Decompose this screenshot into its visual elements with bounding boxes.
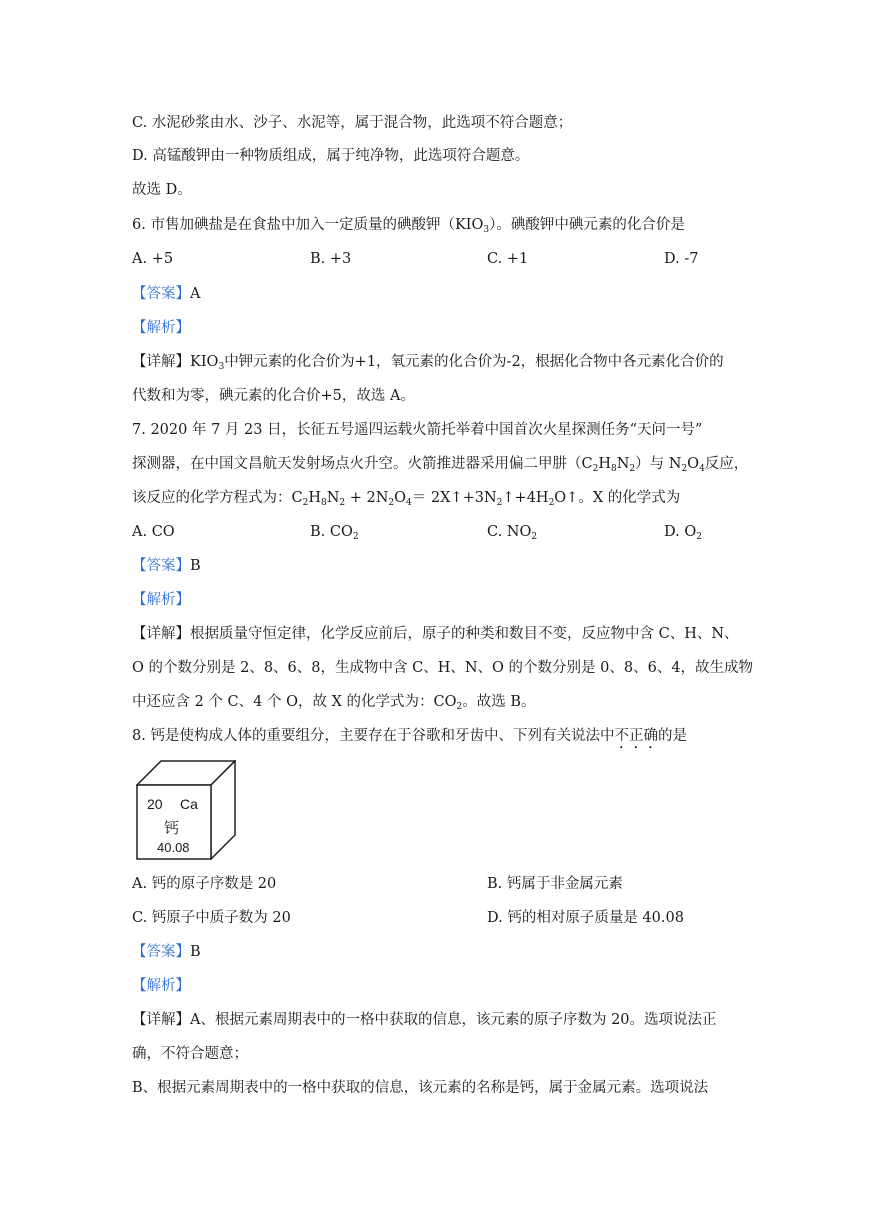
- q7-option-c: C. $NO_2$: [487, 524, 538, 542]
- q6-option-d: D. -7: [664, 251, 699, 267]
- q8-option-b: B. 钙属于非金属元素: [487, 876, 623, 892]
- prev-conclusion: 故选 D。: [132, 182, 192, 198]
- element-symbol: Ca: [180, 796, 198, 812]
- q7-answer: 【答案】B: [132, 558, 201, 574]
- q8-detail-line3: B、根据元素周期表中的一格中获取的信息，该元素的名称是钙，属于金属元素。选项说法: [132, 1080, 709, 1096]
- q7-detail-line2: O 的个数分别是 2、8、6、8，生成物中含 C、H、N、O 的个数分别是 0、8、6、4，故生成物: [132, 660, 754, 676]
- q6-option-c: C. +1: [487, 251, 529, 267]
- q7-detail-line1: 【详解】根据质量守恒定律，化学反应前后，原子的种类和数目不变，反应物中含 C、H、N、: [132, 626, 739, 642]
- element-atomic-number: 20: [147, 796, 163, 812]
- element-atomic-mass: 40.08: [157, 840, 190, 855]
- q6-option-b: B. +3: [310, 251, 352, 267]
- q7-analysis-label: 【解析】: [132, 592, 190, 608]
- q7-equation-line: 该反应的化学方程式为：$C_2H_8N_2 + 2N_2O_4=$ $2X↑+3N_2↑+4H_2O↑$。X 的化学式为: [132, 490, 681, 508]
- q6-option-a: A. +5: [132, 251, 174, 267]
- q7-option-a: A. CO: [132, 524, 175, 540]
- q8-analysis-label: 【解析】: [132, 978, 190, 994]
- q8-detail-line2: 确，不符合题意；: [132, 1046, 248, 1062]
- prev-option-d: D. 高锰酸钾由一种物质组成，属于纯净物，此选项符合题意。: [132, 148, 530, 164]
- q7-option-b: B. $CO_2$: [310, 524, 359, 542]
- q8-answer: 【答案】B: [132, 944, 201, 960]
- q7-stem-line1: 7. 2020 年 7 月 23 日，长征五号遥四运载火箭托举着中国首次火星探测任务“天问一号”: [132, 422, 703, 438]
- q8-detail-line1: 【详解】A、根据元素周期表中的一格中获取的信息，该元素的原子序数为 20。选项说法正: [132, 1012, 717, 1028]
- q6-analysis-label: 【解析】: [132, 320, 190, 336]
- prev-option-c: C. 水泥砂浆由水、沙子、水泥等，属于混合物，此选项不符合题意；: [132, 115, 573, 131]
- element-name: 钙: [164, 819, 180, 837]
- q7-option-d: D. $O_2$: [664, 524, 702, 542]
- q6-detail-line2: 代数和为零，碘元素的化合价+5，故选 A。: [132, 388, 415, 404]
- q7-detail-line3: 中还应含 2 个 C、4 个 O，故 X 的化学式为：$CO_2$。故选 B。: [132, 694, 536, 712]
- q6-detail-line1: 【详解】$KIO_3$中钾元素的化合价为+1，氧元素的化合价为-2，根据化合物中各元素化合价的: [132, 354, 724, 372]
- q6-stem: 6. 市售加碘盐是在食盐中加入一定质量的碘酸钾$(KIO_3)$。碘酸钾中碘元素的化合价是: [132, 217, 685, 235]
- q8-option-a: A. 钙的原子序数是 20: [132, 876, 277, 892]
- q8-option-d: D. 钙的相对原子质量是 40.08: [487, 910, 684, 926]
- q8-stem: 8. 钙是使构成人体的重要组分，主要存在于谷歌和牙齿中、下列有关说法中不正确的是: [132, 728, 687, 744]
- q7-stem-line2: 探测器，在中国文昌航天发射场点火升空。火箭推进器采用偏二甲肼$(C_2H_8N_2)$与 $N_2O_4$反应，: [132, 456, 749, 474]
- q8-option-c: C. 钙原子中质子数为 20: [132, 910, 291, 926]
- calcium-element-cell: [136, 760, 236, 860]
- q6-answer: 【答案】A: [132, 286, 201, 302]
